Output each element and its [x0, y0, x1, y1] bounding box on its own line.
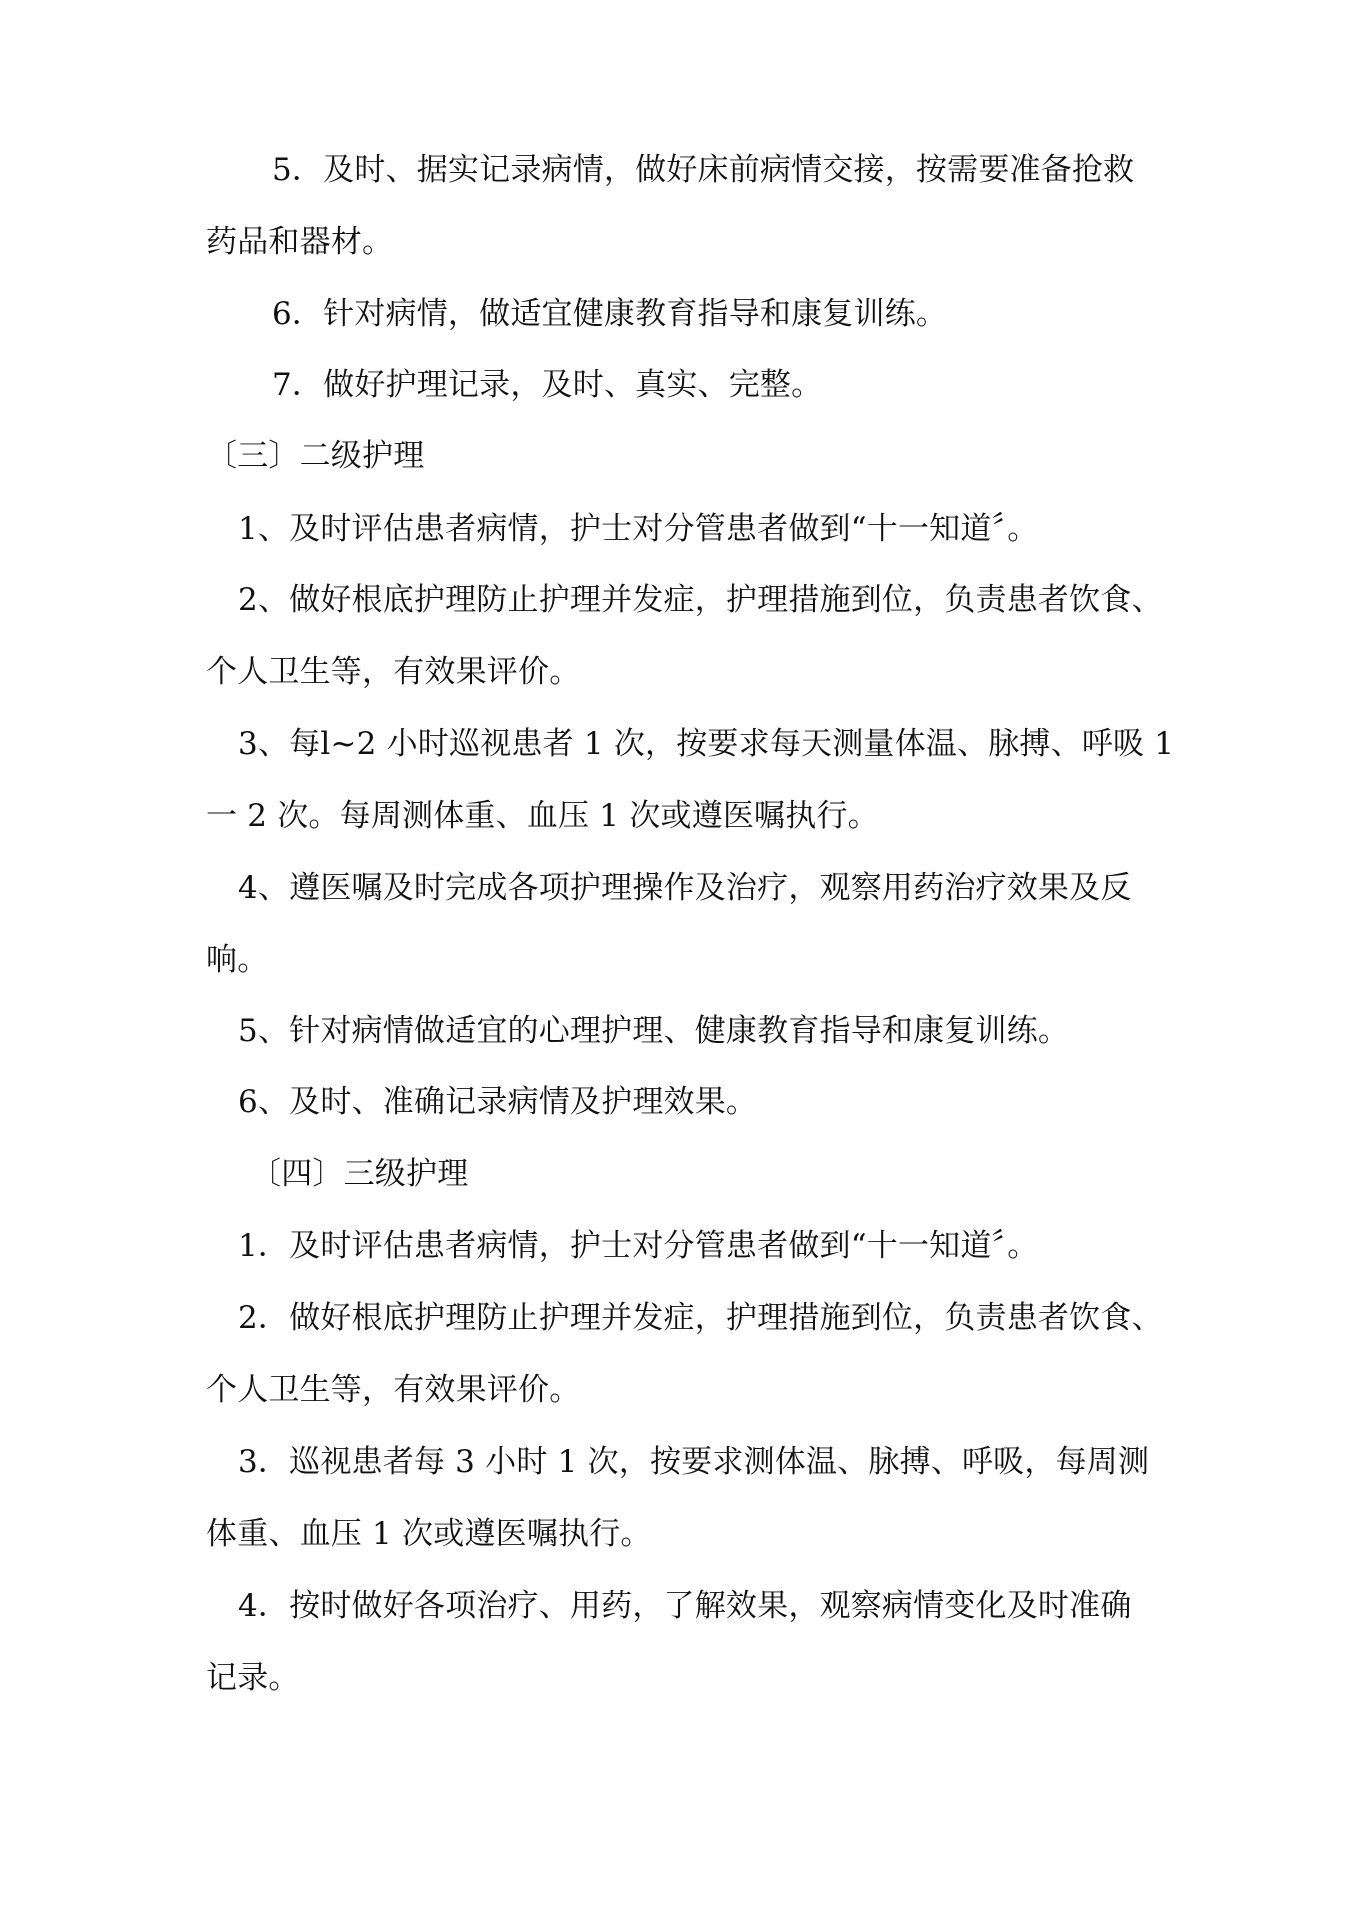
- text-line: 3、每l~2 小时巡视患者 1 次，按要求每天测量体温、脉搏、呼吸 1: [238, 726, 1175, 762]
- text-line: 2．做好根底护理防止护理并发症，护理措施到位，负责患者饮食、: [238, 1300, 1163, 1336]
- text-line: 个人卫生等，有效果评价。: [206, 1372, 581, 1408]
- text-line: 5、针对病情做适宜的心理护理、健康教育指导和康复训练。: [238, 1013, 1070, 1049]
- text-line: 记录。: [206, 1660, 300, 1696]
- text-line: 1、及时评估患者病情，护士对分管患者做到“十一知道〞。: [238, 511, 1039, 547]
- section-heading: 〔三〕二级护理: [206, 438, 425, 474]
- text-line: 3．巡视患者每 3 小时 1 次，按要求测体温、脉搏、呼吸，每周测: [238, 1444, 1150, 1480]
- text-line: 体重、血压 1 次或遵医嘱执行。: [206, 1516, 652, 1552]
- text-line: 一 2 次。每周测体重、血压 1 次或遵医嘱执行。: [206, 798, 879, 834]
- text-line: 6．针对病情，做适宜健康教育指导和康复训练。: [272, 296, 948, 332]
- text-line: 药品和器材。: [206, 224, 394, 260]
- text-line: 5．及时、据实记录病情，做好床前病情交接，按需要准备抢救: [272, 152, 1135, 188]
- text-line: 2、做好根底护理防止护理并发症，护理措施到位，负责患者饮食、: [238, 582, 1163, 618]
- text-line: 6、及时、准确记录病情及护理效果。: [238, 1084, 758, 1120]
- text-line: 个人卫生等，有效果评价。: [206, 654, 581, 690]
- section-heading: 〔四〕三级护理: [250, 1156, 469, 1192]
- text-line: 响。: [206, 942, 269, 978]
- text-line: 4、遵医嘱及时完成各项护理操作及治疗，观察用药治疗效果及反: [238, 870, 1132, 906]
- text-line: 1．及时评估患者病情，护士对分管患者做到“十一知道〞。: [238, 1228, 1039, 1264]
- text-line: 7．做好护理记录，及时、真实、完整。: [272, 367, 823, 403]
- text-line: 4．按时做好各项治疗、用药，了解效果，观察病情变化及时准确: [238, 1588, 1132, 1624]
